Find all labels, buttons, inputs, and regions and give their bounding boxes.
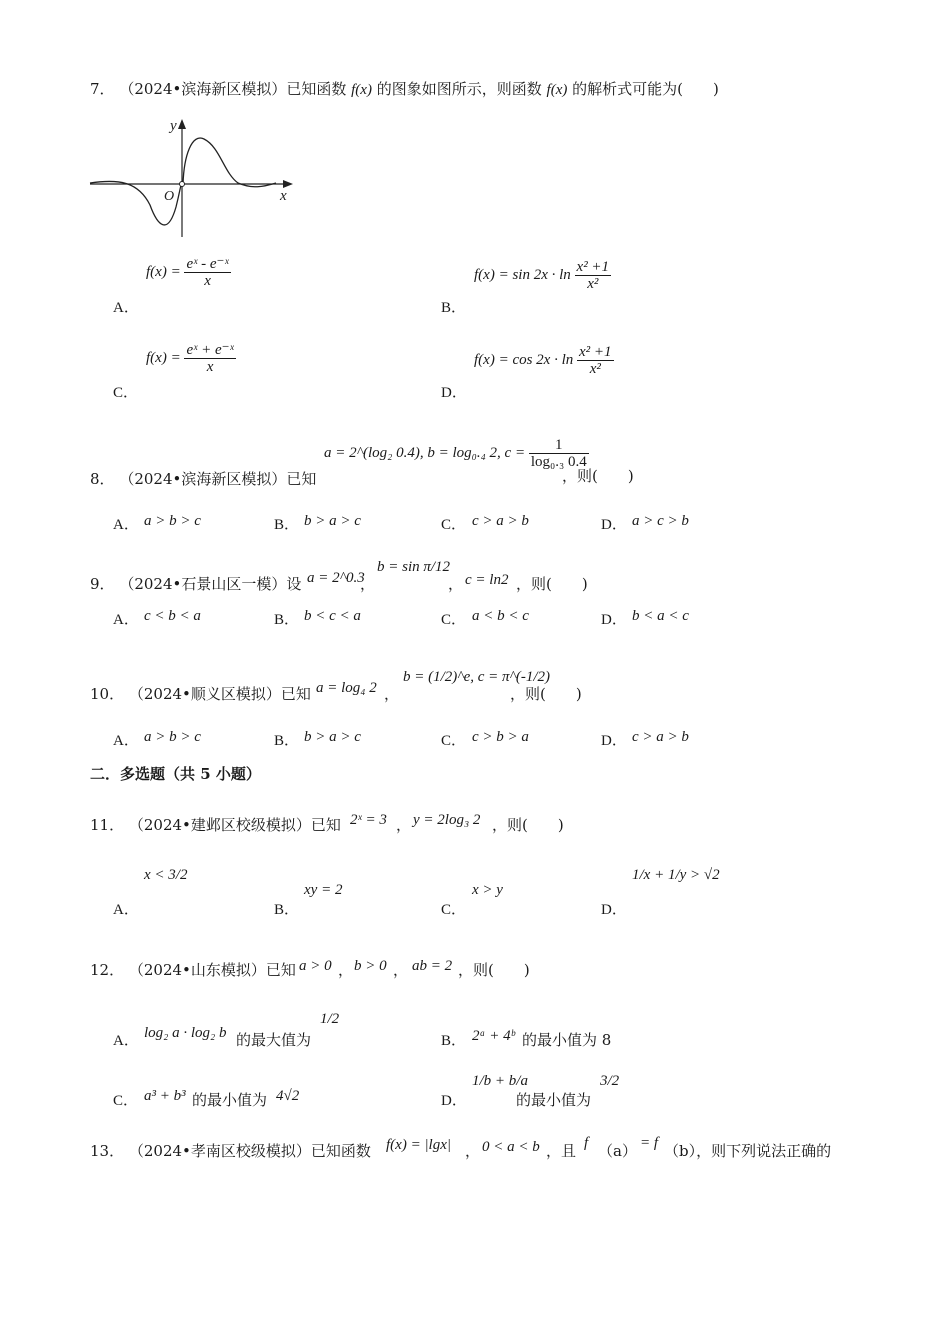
q8-option-a-expr: a > b > c [144, 513, 201, 529]
q12-option-c-value: 4√2 [276, 1088, 300, 1104]
question-number: 11． [90, 816, 125, 834]
q13-condition: 0 < a < b [482, 1139, 540, 1155]
q13-function: f(x) = |lgx| [386, 1137, 452, 1153]
curve-right [183, 138, 276, 187]
q13-eq-f: = f [640, 1135, 659, 1151]
comma: ， [338, 961, 354, 979]
question-end: ，则( ) [562, 467, 634, 485]
expr-lhs: f(x) = [146, 349, 181, 366]
question-7 [90, 80, 719, 99]
q7-option-b-expr [474, 259, 611, 292]
comma: ， [384, 685, 400, 703]
fraction-den: log₀.₃ 0.4 [530, 454, 587, 470]
comma: ， [465, 1142, 481, 1160]
question-source: （2024•山东模拟）已知 [128, 961, 296, 979]
q11-option-a: A． [113, 902, 139, 918]
q7-option-a-expr [146, 256, 231, 289]
q12-option-a-value: 1/2 [320, 1011, 340, 1027]
question-number: 9． [90, 575, 115, 593]
q12-cond-2: b > 0 [354, 958, 387, 974]
question-end: ，则( ) [510, 685, 582, 703]
q12-option-b-text: 的最小值为 8 [522, 1031, 612, 1049]
question-number: 8． [90, 470, 115, 488]
q12-option-c-expr: a³ + b³ [144, 1088, 186, 1104]
q9-option-d: D． [601, 612, 627, 628]
section-heading: 二．多选题（共 5 小题） [90, 765, 261, 783]
expr-lhs: f(x) = sin 2x · ln [474, 266, 571, 283]
question-source: （2024•顺义区模拟）已知 [128, 685, 311, 703]
q7-option-a: A． [113, 300, 139, 316]
question-number: 10． [90, 685, 125, 703]
question-source: （2024•石景山区一模）设 [119, 575, 302, 593]
q8-option-d: D． [601, 517, 627, 533]
question-number: 7． [90, 80, 115, 98]
fraction-num: x² +1 [579, 344, 612, 360]
q12-option-c: C． [113, 1093, 139, 1109]
q10-option-c-expr: c > b > a [472, 729, 529, 745]
fraction [575, 259, 612, 292]
q11-option-d-expr: 1/x + 1/y > √2 [632, 867, 720, 883]
fraction-den: x [204, 273, 211, 289]
q9-b-expr: b = sin π/12 [377, 559, 451, 575]
q12-option-c-text: 的最小值为 [192, 1091, 268, 1109]
q10-option-c: C． [441, 733, 467, 749]
question-end: ，则( ) [492, 816, 564, 834]
origin-point [180, 182, 185, 187]
q11-option-c: C． [441, 902, 467, 918]
y-axis-arrow [178, 119, 186, 129]
comma: ， [360, 575, 376, 593]
q12-option-d: D． [441, 1093, 467, 1109]
q12-cond-1: a > 0 [299, 958, 332, 974]
math-fx: f(x) [546, 82, 568, 98]
q7-option-d: D． [441, 385, 467, 401]
q8-option-d-expr: a > c > b [632, 513, 689, 529]
q8-option-c-expr: c > a > b [472, 513, 529, 529]
q12-option-b-expr: 2ᵃ + 4ᵇ [472, 1028, 515, 1044]
origin-label: O [164, 189, 175, 204]
q8-option-b-expr: b > a > c [304, 513, 361, 529]
question-number: 13． [90, 1142, 125, 1160]
q12-option-d-text: 的最小值为 [516, 1091, 592, 1109]
fraction [577, 344, 614, 377]
q9-c-expr: c = ln2 [465, 572, 509, 588]
question-end: ，则( ) [458, 961, 530, 979]
question-13 [90, 1142, 371, 1160]
fraction-num: x² +1 [576, 259, 610, 275]
comma: ， [396, 816, 412, 834]
question-12 [90, 961, 296, 979]
q9-a-expr: a = 2^0.3 [307, 570, 365, 586]
question-text: 的解析式可能为( ) [572, 80, 719, 98]
fraction-num: eˣ - e⁻ˣ [186, 256, 229, 272]
q10-bc-expr: b = (1/2)^e, c = π^(-1/2) [403, 669, 551, 685]
y-label: y [170, 118, 177, 134]
question-9 [90, 575, 301, 593]
expr: a = 2^(log₂ 0.4), b = log₀.₄ 2, c = [324, 444, 526, 461]
q7-option-b: B． [441, 300, 467, 316]
q13-f: f [584, 1135, 589, 1151]
q9-option-c-expr: a < b < c [472, 608, 529, 624]
q7-option-d-expr [474, 344, 614, 377]
q9-option-a-expr: c < b < a [144, 608, 201, 624]
q10-option-d-expr: c > a > b [632, 729, 689, 745]
q8-option-a: A． [113, 517, 139, 533]
q12-option-a-text: 的最大值为 [236, 1031, 312, 1049]
q11-expr-2: y = 2log₃ 2 [413, 812, 481, 828]
q12-option-a: A． [113, 1033, 139, 1049]
q9-option-b-expr: b < c < a [304, 608, 361, 624]
comma: ， [393, 961, 409, 979]
fraction-den: x [206, 359, 214, 375]
q10-option-d: D． [601, 733, 627, 749]
question-text: ，且 [546, 1142, 577, 1160]
q11-option-b-expr: xy = 2 [304, 882, 343, 898]
q9-option-c: C． [441, 612, 467, 628]
q8-option-c: C． [441, 517, 467, 533]
fraction [529, 437, 589, 470]
q10-a-expr: a = log₄ 2 [316, 680, 377, 696]
fraction [184, 256, 230, 289]
q7-option-c-expr [146, 342, 236, 375]
fraction [184, 342, 235, 375]
q12-option-d-expr: 1/b + b/a [472, 1073, 528, 1089]
question-11 [90, 816, 341, 834]
x-label: x [280, 188, 287, 204]
q10-option-a: A． [113, 733, 139, 749]
q13-b-text: （b），则下列说法正确的 [664, 1142, 832, 1160]
fraction-num: eˣ + e⁻ˣ [186, 342, 234, 358]
q11-option-d: D． [601, 902, 627, 918]
function-graph [88, 115, 298, 243]
question-source: （2024•滨海新区模拟）已知函数 [119, 80, 347, 98]
q11-option-b: B． [274, 902, 300, 918]
q12-option-d-value: 3/2 [600, 1073, 620, 1089]
q11-option-c-expr: x > y [472, 882, 503, 898]
q8-option-b: B． [274, 517, 300, 533]
q9-option-a: A． [113, 612, 139, 628]
fraction-den: x² [589, 361, 601, 377]
question-text: 的图象如图所示，则函数 [376, 80, 542, 98]
fraction-num: 1 [529, 437, 589, 454]
comma: ， [448, 575, 464, 593]
q12-option-a-expr: log₂ a · log₂ b [144, 1025, 227, 1041]
question-end: ，则( ) [516, 575, 588, 593]
x-axis-arrow [283, 180, 293, 188]
q11-expr-1: 2ˣ = 3 [350, 812, 387, 828]
question-8 [90, 470, 316, 488]
question-10 [90, 685, 311, 703]
question-number: 12． [90, 961, 125, 979]
q12-cond-3: ab = 2 [412, 958, 453, 974]
fraction-den: x² [587, 276, 599, 292]
question-source: （2024•建邺区校级模拟）已知 [128, 816, 341, 834]
q10-option-b: B． [274, 733, 300, 749]
math-fx: f(x) [351, 82, 372, 98]
q9-option-b: B． [274, 612, 300, 628]
q9-option-d-expr: b < a < c [632, 608, 689, 624]
q13-a: （a） [598, 1142, 637, 1160]
q8-expression [324, 437, 589, 470]
question-source: （2024•滨海新区模拟）已知 [119, 470, 317, 488]
expr-lhs: f(x) = cos 2x · ln [474, 351, 574, 368]
question-source: （2024•孝南区校级模拟）已知函数 [128, 1142, 371, 1160]
q10-option-b-expr: b > a > c [304, 729, 361, 745]
q10-option-a-expr: a > b > c [144, 729, 201, 745]
q12-option-b: B． [441, 1033, 467, 1049]
expr-lhs: f(x) = [146, 263, 181, 280]
q11-option-a-expr: x < 3/2 [144, 867, 188, 883]
q7-option-c: C． [113, 385, 139, 401]
